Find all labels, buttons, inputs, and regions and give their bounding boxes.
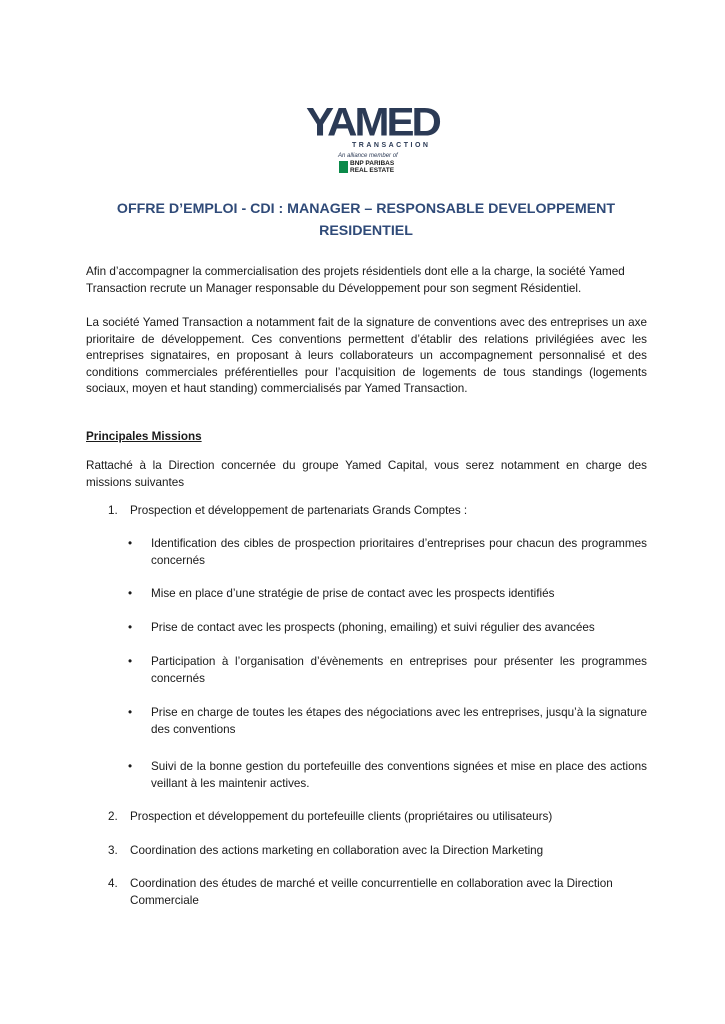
sub-mission-text: Prise en charge de toutes les étapes des négociations avec les entreprises, jusqu’à la signature des conventions [151,706,647,736]
bullet-icon: • [128,706,133,719]
mission-text: Prospection et développement de partenariats Grands Comptes : [130,504,468,517]
intro-paragraph: Afin d’accompagner la commercialisation des projets résidentiels dont elle a la charge, la société Yamed Transaction recrute un Manager responsable du Développement pour son segment Résidentiel. [86,265,625,295]
bullet-icon: • [128,621,133,634]
sub-mission-text: Participation à l’organisation d’évènements en entreprises pour présenter les programmes concernés [151,655,647,685]
page-title: OFFRE D’EMPLOI - CDI : MANAGER – RESPONSABLE DEVELOPPEMENT RESIDENTIEL [116,201,616,239]
partner-line-1: BNP PARIBAS [350,160,395,167]
context-paragraph: La société Yamed Transaction a notamment fait de la signature de conventions avec des entreprises un axe prioritaire de développement. Ces conventions permettent d’établir des relations privilégiées avec les entreprises signataires, en proposant à leurs collaborateurs un accompagnement personnalisé et des conditions commerciales préférentielles pour l’acquisition de logements de tous standings (logements sociaux, moyen et haut standing) commercialisés par Yamed Transaction. [86,316,647,396]
mission-number: 3. [108,844,118,857]
logo-wordmark: YAMED [306,99,439,144]
alliance-text: An alliance member of [338,153,398,159]
partner-line-2: REAL ESTATE [350,167,395,174]
mission-number: 2. [108,810,118,823]
sub-mission-text: Prise de contact avec les prospects (phoning, emailing) et suivi régulier des avancées [151,621,595,634]
missions-heading: Principales Missions [86,430,202,443]
sub-mission-text: Identification des cibles de prospection prioritaires d’entreprises pour chacun des programmes concernés [151,537,647,567]
bnp-star-icon [339,161,348,173]
missions-intro: Rattaché à la Direction concernée du groupe Yamed Capital, vous serez notamment en charge des missions suivantes [86,459,647,489]
bullet-icon: • [128,587,133,600]
mission-text: Coordination des actions marketing en collaboration avec la Direction Marketing [130,844,544,857]
company-logo [300,100,440,180]
bullet-icon: • [128,655,133,668]
mission-text: Prospection et développement du portefeuille clients (propriétaires ou utilisateurs) [130,810,553,823]
logo-subtitle: TRANSACTION [352,142,431,149]
bullet-icon: • [128,537,133,550]
sub-mission-text: Suivi de la bonne gestion du portefeuille des conventions signées et mise en place des actions veillant à les maintenir actives. [151,760,647,790]
partner-name [350,160,394,174]
mission-text: Coordination des études de marché et veille concurrentielle en collaboration avec la Direction Commerciale [130,877,613,907]
sub-mission-text: Mise en place d’une stratégie de prise de contact avec les prospects identifiés [151,587,555,600]
mission-number: 1. [108,504,118,517]
bullet-icon: • [128,760,133,773]
mission-number: 4. [108,877,118,890]
